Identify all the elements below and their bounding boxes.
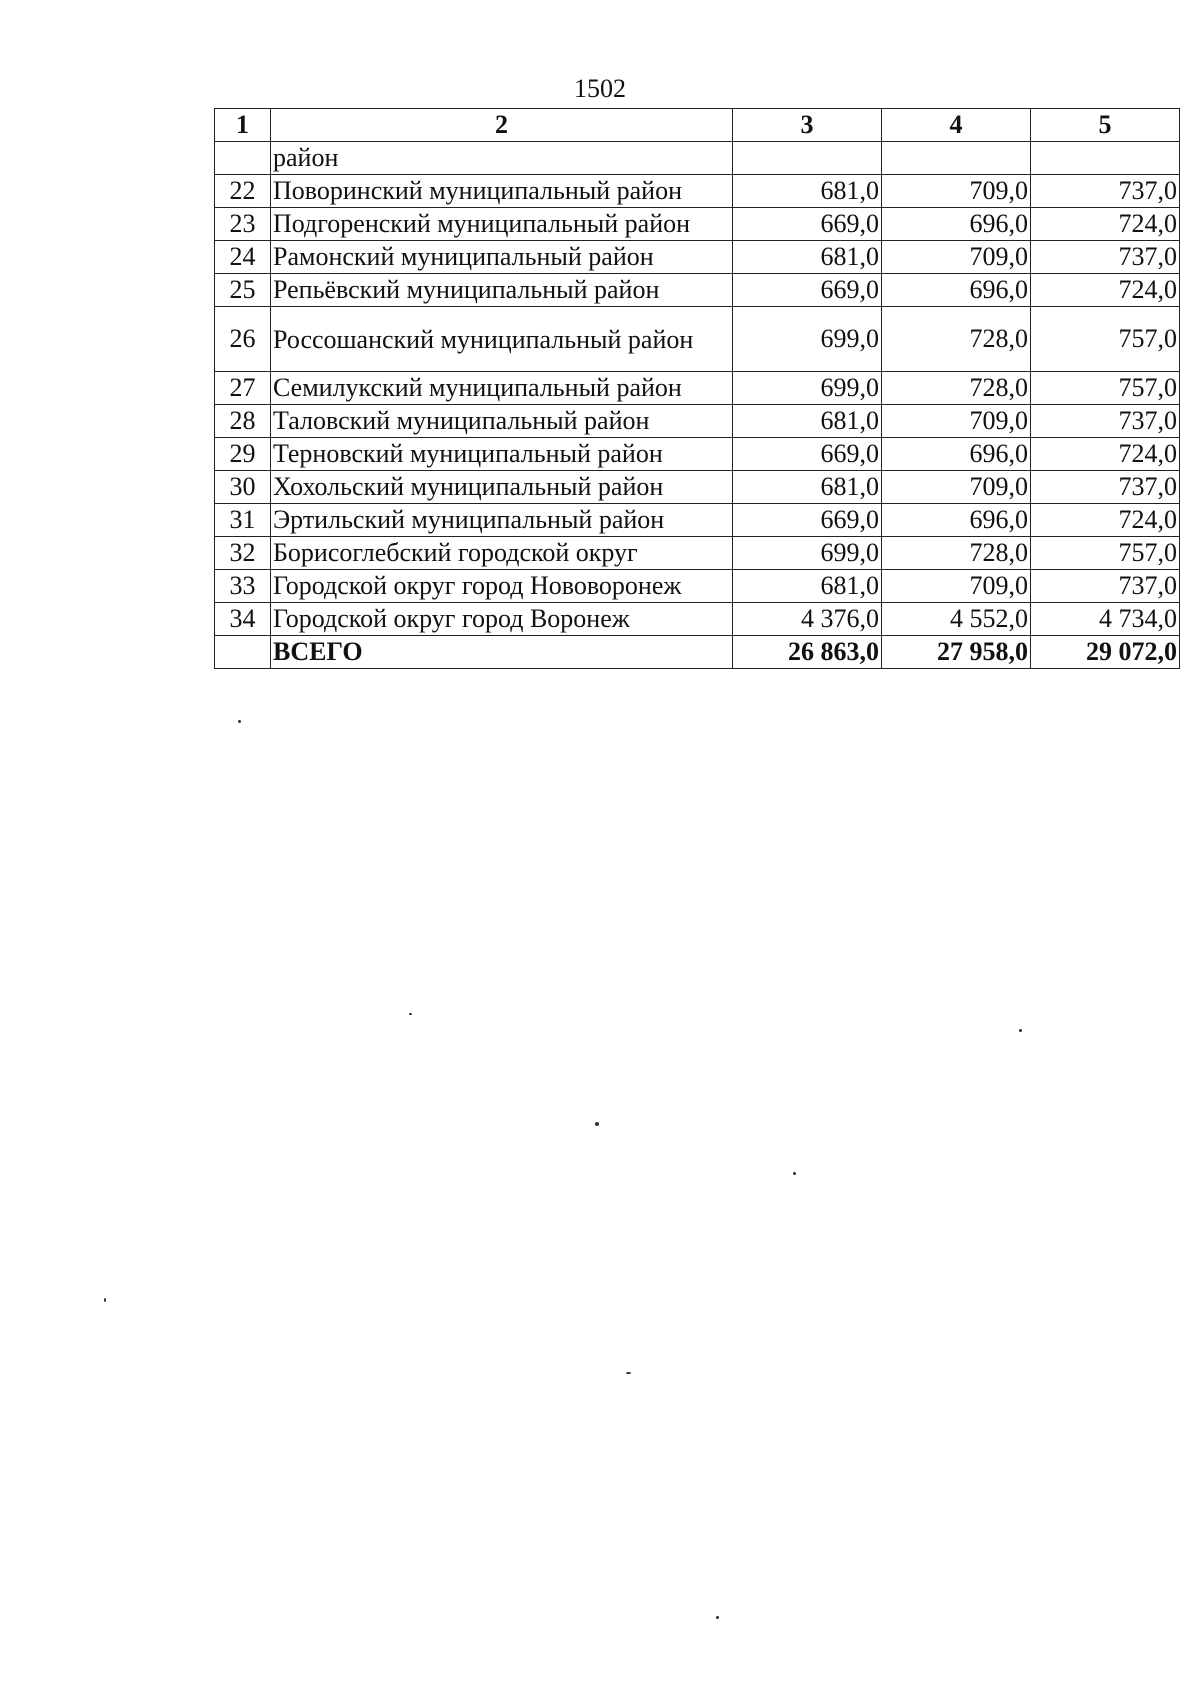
value-cell: 737,0 xyxy=(1031,175,1180,208)
row-number-cell: 22 xyxy=(215,175,271,208)
value-cell: 4 552,0 xyxy=(882,603,1031,636)
value-cell: 696,0 xyxy=(882,274,1031,307)
value-cell: 737,0 xyxy=(1031,471,1180,504)
row-name-cell: Терновский муниципальный район xyxy=(271,438,733,471)
table-row-continuation xyxy=(215,142,1180,175)
value-cell: 737,0 xyxy=(1031,570,1180,603)
row-name-cell: Борисоглебский городской округ xyxy=(271,537,733,570)
value-cell: 681,0 xyxy=(733,175,882,208)
value-cell: 669,0 xyxy=(733,208,882,241)
column-header: 5 xyxy=(1031,109,1180,142)
value-cell: 728,0 xyxy=(882,307,1031,372)
page-number: 1502 xyxy=(574,74,626,103)
scan-speck xyxy=(626,1372,631,1374)
value-cell: 757,0 xyxy=(1031,372,1180,405)
row-number-cell: 32 xyxy=(215,537,271,570)
column-header: 4 xyxy=(882,109,1031,142)
table-row xyxy=(215,570,1180,603)
table-row xyxy=(215,274,1180,307)
value-cell: 709,0 xyxy=(882,241,1031,274)
value-cell: 728,0 xyxy=(882,372,1031,405)
total-value-cell: 26 863,0 xyxy=(733,636,882,669)
row-number-cell: 29 xyxy=(215,438,271,471)
row-number-cell: 27 xyxy=(215,372,271,405)
scan-speck xyxy=(793,1172,796,1175)
value-cell: 681,0 xyxy=(733,405,882,438)
scan-speck xyxy=(716,1616,719,1619)
value-cell: 699,0 xyxy=(733,372,882,405)
value-cell: 709,0 xyxy=(882,570,1031,603)
table-row xyxy=(215,208,1180,241)
value-cell: 681,0 xyxy=(733,241,882,274)
row-name-cell: Репьёвский муниципальный район xyxy=(271,274,733,307)
table-row xyxy=(215,372,1180,405)
value-cell xyxy=(733,142,882,175)
value-cell: 696,0 xyxy=(882,438,1031,471)
value-cell: 681,0 xyxy=(733,570,882,603)
table-row xyxy=(215,504,1180,537)
row-name-cell: Поворинский муниципальный район xyxy=(271,175,733,208)
value-cell: 4 734,0 xyxy=(1031,603,1180,636)
value-cell xyxy=(1031,142,1180,175)
total-label-cell: ВСЕГО xyxy=(271,636,733,669)
table-row xyxy=(215,405,1180,438)
row-number-cell xyxy=(215,142,271,175)
row-name-cell: Подгоренский муниципальный район xyxy=(271,208,733,241)
value-cell: 699,0 xyxy=(733,307,882,372)
table-row xyxy=(215,438,1180,471)
scan-speck xyxy=(104,1298,106,1302)
budget-table xyxy=(214,108,1180,669)
row-name-cell: Семилукский муниципальный район xyxy=(271,372,733,405)
value-cell: 696,0 xyxy=(882,504,1031,537)
table-row xyxy=(215,175,1180,208)
row-number-cell: 26 xyxy=(215,307,271,372)
table-row xyxy=(215,603,1180,636)
value-cell: 709,0 xyxy=(882,405,1031,438)
column-header: 2 xyxy=(271,109,733,142)
row-name-cell: Эртильский муниципальный район xyxy=(271,504,733,537)
row-number-cell: 28 xyxy=(215,405,271,438)
value-cell: 724,0 xyxy=(1031,208,1180,241)
row-name-cell: Городской округ город Воронеж xyxy=(271,603,733,636)
total-value-cell: 29 072,0 xyxy=(1031,636,1180,669)
value-cell: 4 376,0 xyxy=(733,603,882,636)
total-value-cell: 27 958,0 xyxy=(882,636,1031,669)
value-cell: 724,0 xyxy=(1031,504,1180,537)
value-cell xyxy=(882,142,1031,175)
row-number-cell: 30 xyxy=(215,471,271,504)
table-row xyxy=(215,307,1180,372)
value-cell: 699,0 xyxy=(733,537,882,570)
row-number-cell: 23 xyxy=(215,208,271,241)
value-cell: 724,0 xyxy=(1031,274,1180,307)
row-number-cell: 24 xyxy=(215,241,271,274)
value-cell: 709,0 xyxy=(882,175,1031,208)
row-name-cell: Городской округ город Нововоронеж xyxy=(271,570,733,603)
table-header-row xyxy=(215,109,1180,142)
value-cell: 669,0 xyxy=(733,504,882,537)
value-cell: 709,0 xyxy=(882,471,1031,504)
row-number-cell: 31 xyxy=(215,504,271,537)
value-cell: 681,0 xyxy=(733,471,882,504)
table-row xyxy=(215,471,1180,504)
scan-speck xyxy=(595,1122,599,1126)
value-cell: 737,0 xyxy=(1031,241,1180,274)
row-name-cell: Рамонский муниципальный район xyxy=(271,241,733,274)
scan-speck xyxy=(238,720,241,723)
value-cell: 669,0 xyxy=(733,274,882,307)
value-cell: 696,0 xyxy=(882,208,1031,241)
row-number-cell: 25 xyxy=(215,274,271,307)
value-cell: 757,0 xyxy=(1031,537,1180,570)
row-name-cell: район xyxy=(271,142,733,175)
row-name-cell: Хохольский муниципальный район xyxy=(271,471,733,504)
value-cell: 728,0 xyxy=(882,537,1031,570)
scan-speck xyxy=(409,1013,412,1015)
value-cell: 737,0 xyxy=(1031,405,1180,438)
row-number-cell: 34 xyxy=(215,603,271,636)
scan-speck xyxy=(1019,1029,1022,1032)
row-name-cell: Таловский муниципальный район xyxy=(271,405,733,438)
row-number-cell xyxy=(215,636,271,669)
column-header: 3 xyxy=(733,109,882,142)
value-cell: 724,0 xyxy=(1031,438,1180,471)
table-total-row xyxy=(215,636,1180,669)
value-cell: 669,0 xyxy=(733,438,882,471)
row-number-cell: 33 xyxy=(215,570,271,603)
row-name-cell: Россошанский муниципальный район xyxy=(271,307,733,372)
column-header: 1 xyxy=(215,109,271,142)
table-row xyxy=(215,241,1180,274)
table-row xyxy=(215,537,1180,570)
value-cell: 757,0 xyxy=(1031,307,1180,372)
